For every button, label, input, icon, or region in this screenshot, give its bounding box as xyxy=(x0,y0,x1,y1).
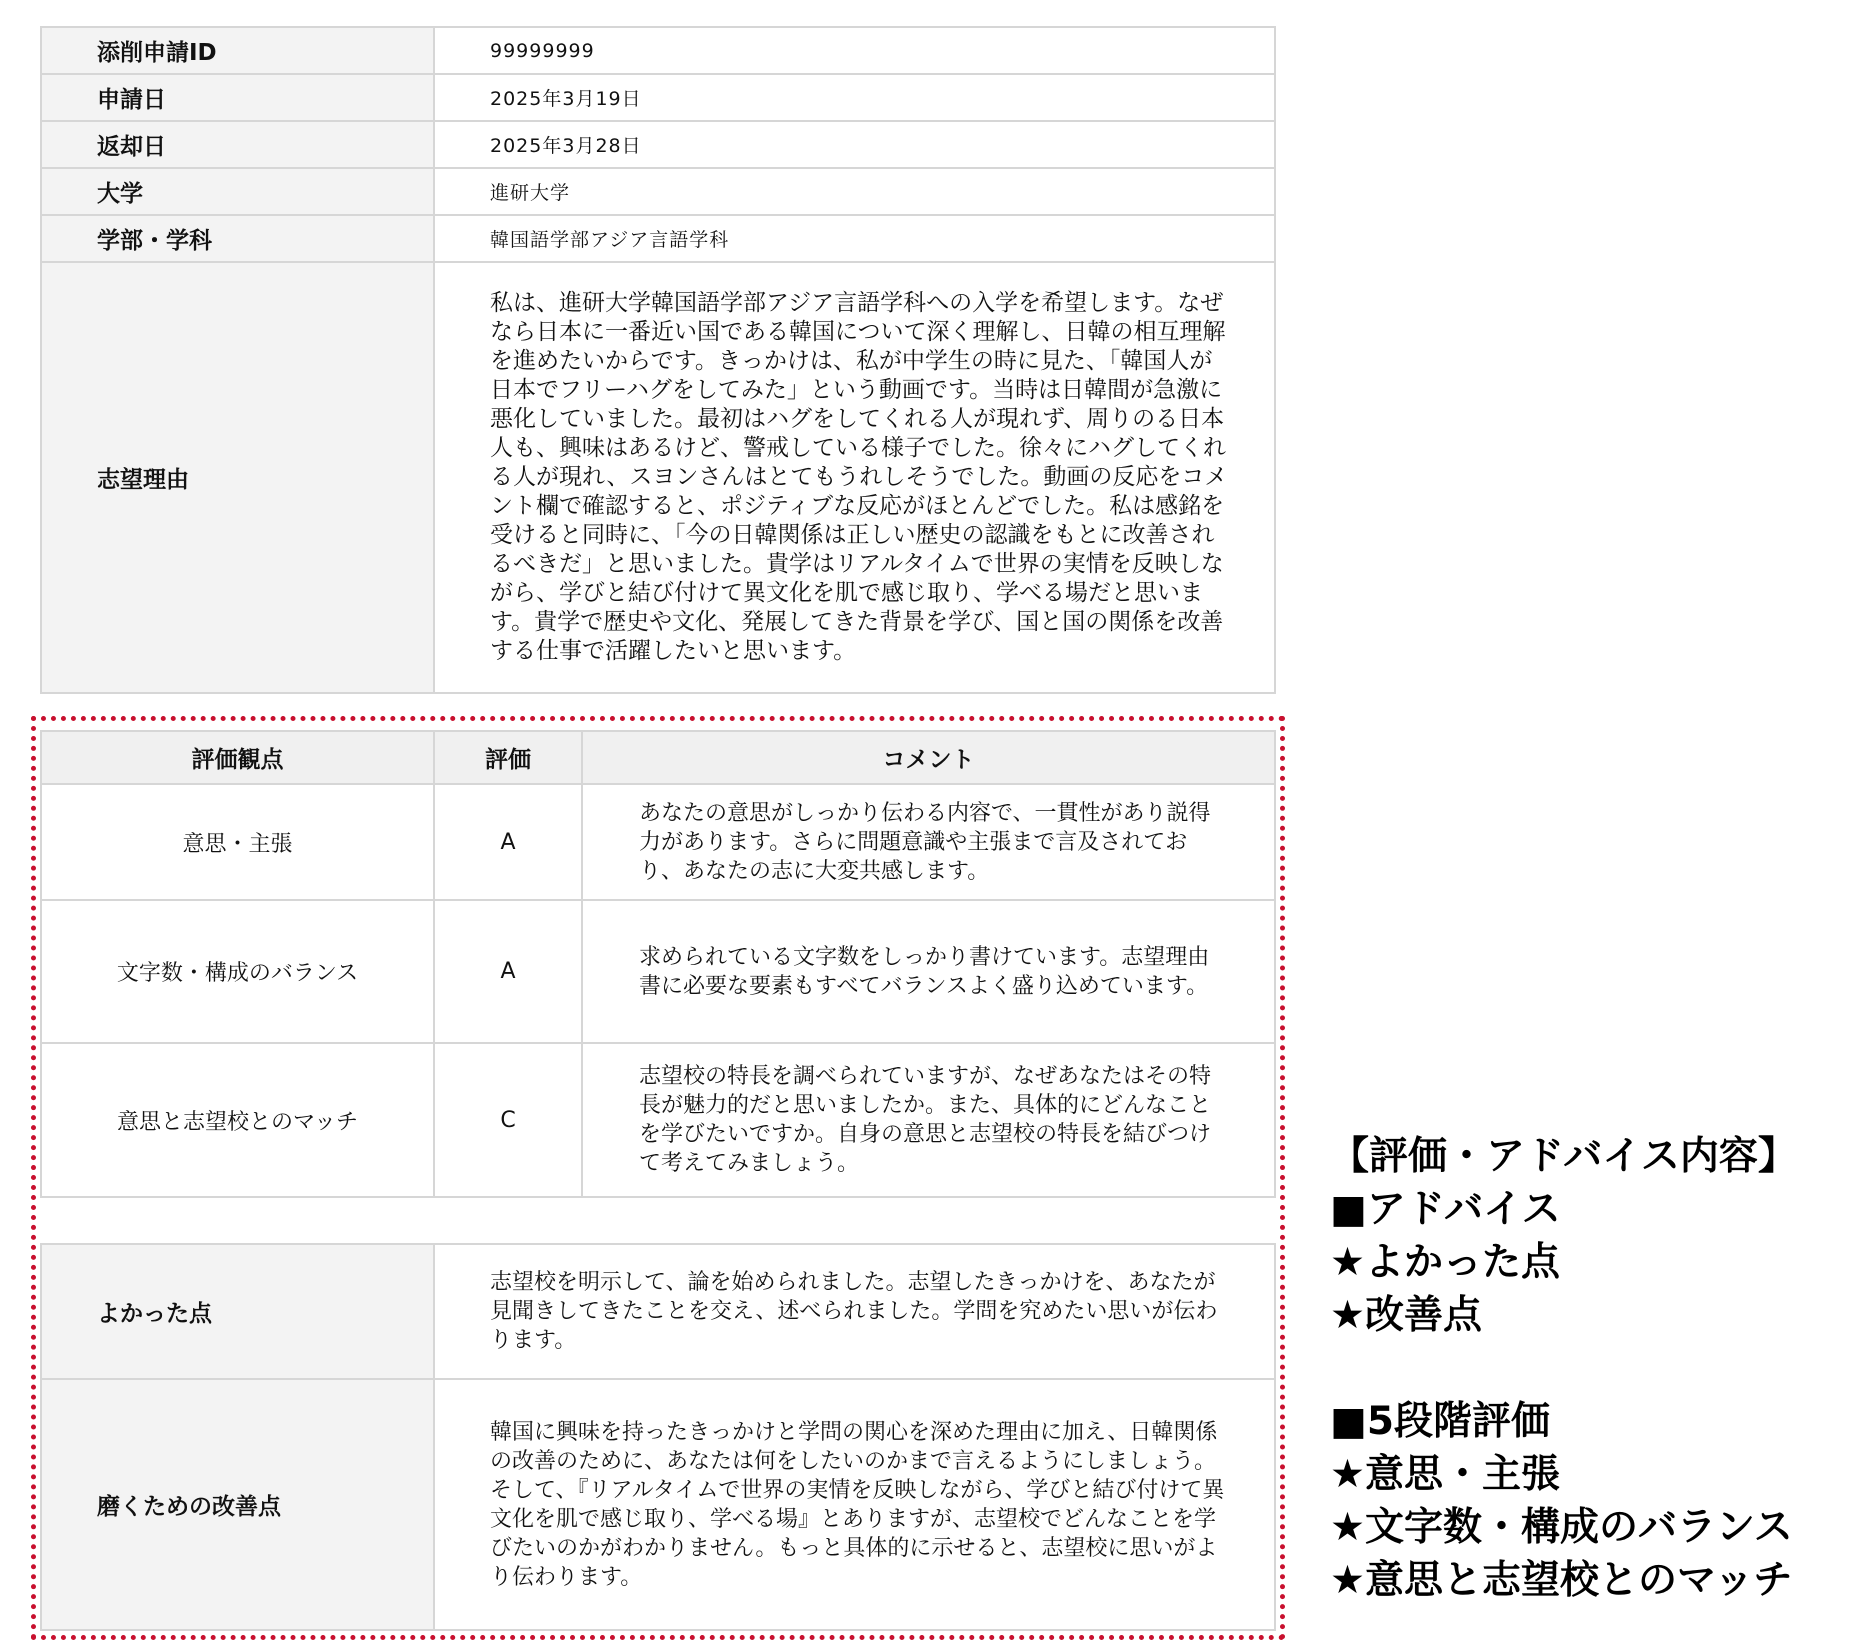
feedback-table xyxy=(40,1243,1276,1631)
info-row-return-date xyxy=(41,121,1275,168)
annotation-grade-heading: ■5段階評価 xyxy=(1330,1399,1550,1444)
annotation-advice-heading: ■アドバイス xyxy=(1330,1187,1561,1232)
table-row xyxy=(41,784,1275,900)
info-value-id: 99999999 xyxy=(434,27,1275,74)
eval-grade: A xyxy=(434,784,582,900)
eval-grade: A xyxy=(434,900,582,1043)
eval-aspect: 文字数・構成のバランス xyxy=(41,900,434,1043)
feedback-text-improve: 韓国に興味を持ったきっかけと学問の関心を深めた理由に加え、日韓関係の改善のために、あなたは何をしたいのかまで言えるようにしましょう。そして、『リアルタイムで世界の実情を反映しながら、学びと結び付けて異文化を肌で感じ取り、学べる場』とありますが、志望校でどんなことを学びたいのかがわかりません。もっと具体的に示せると、志望校に思いがより伝わります。 xyxy=(434,1379,1275,1630)
info-label-apply-date: 申請日 xyxy=(41,74,434,121)
info-label-return-date: 返却日 xyxy=(41,121,434,168)
eval-comment: 求められている文字数をしっかり書けています。志望理由書に必要な要素もすべてバランスよく盛り込めています。 xyxy=(582,900,1275,1043)
table-row xyxy=(41,900,1275,1043)
info-label-university: 大学 xyxy=(41,168,434,215)
evaluation-table xyxy=(40,730,1276,1198)
info-row-university xyxy=(41,168,1275,215)
feedback-text-good: 志望校を明示して、論を始められました。志望したきっかけを、あなたが見聞きしてきたことを交え、述べられました。学問を究めたい思いが伝わります。 xyxy=(434,1244,1275,1379)
info-row-reason xyxy=(41,262,1275,693)
annotation-improve-point: ★改善点 xyxy=(1330,1293,1482,1338)
feedback-label-improve: 磨くための改善点 xyxy=(41,1379,434,1630)
eval-aspect: 意思・主張 xyxy=(41,784,434,900)
info-value-apply-date: 2025年3月19日 xyxy=(434,74,1275,121)
feedback-row-good xyxy=(41,1244,1275,1379)
annotation-aspect-2: ★文字数・構成のバランス xyxy=(1330,1505,1793,1550)
eval-aspect: 意思と志望校とのマッチ xyxy=(41,1043,434,1197)
eval-comment: 志望校の特長を調べられていますが、なぜあなたはその特長が魅力的だと思いましたか。また、具体的にどんなことを学びたいですか。自身の意思と志望校の特長を結びつけて考えてみましょう。 xyxy=(582,1043,1275,1197)
annotation-aspect-1: ★意思・主張 xyxy=(1330,1452,1560,1497)
annotation-aspect-3: ★意思と志望校とのマッチ xyxy=(1330,1558,1793,1603)
evaluation-header-row xyxy=(41,731,1275,784)
eval-header-grade: 評価 xyxy=(434,731,582,784)
info-label-faculty: 学部・学科 xyxy=(41,215,434,262)
application-info-table xyxy=(40,26,1276,694)
eval-header-aspect: 評価観点 xyxy=(41,731,434,784)
feedback-label-good: よかった点 xyxy=(41,1244,434,1379)
info-label-reason: 志望理由 xyxy=(41,262,434,693)
table-row xyxy=(41,1043,1275,1197)
annotation-good-point: ★よかった点 xyxy=(1330,1240,1560,1285)
annotation-title: 【評価・アドバイス内容】 xyxy=(1330,1134,1797,1179)
info-row-id xyxy=(41,27,1275,74)
info-label-id: 添削申請ID xyxy=(41,27,434,74)
annotation-legend xyxy=(1330,1130,1860,1607)
eval-header-comment: コメント xyxy=(582,731,1275,784)
info-value-university: 進研大学 xyxy=(434,168,1275,215)
annotation-spacer xyxy=(1330,1342,1860,1395)
eval-comment: あなたの意思がしっかり伝わる内容で、一貫性があり説得力があります。さらに問題意識や主張まで言及されており、あなたの志に大変共感します。 xyxy=(582,784,1275,900)
info-value-reason: 私は、進研大学韓国語学部アジア言語学科への入学を希望します。なぜなら日本に一番近い国である韓国について深く理解し、日韓の相互理解を進めたいからです。きっかけは、私が中学生の時に見た、「韓国人が日本でフリーハグをしてみた」という動画です。当時は日韓間が急激に悪化していました。最初はハグをしてくれる人が現れず、周りのる日本人も、興味はあるけど、警戒している様子でした。徐々にハグしてくれる人が現れ、スヨンさんはとてもうれしそうでした。動画の反応をコメント欄で確認すると、ポジティブな反応がほとんどでした。私は感銘を受けると同時に、「今の日韓関係は正しい歴史の認識をもとに改善されるべきだ」と思いました。貴学はリアルタイムで世界の実情を反映しながら、学びと結び付けて異文化を肌で感じ取り、学べる場だと思います。貴学で歴史や文化、発展してきた背景を学び、国と国の関係を改善する仕事で活躍したいと思います。 xyxy=(434,262,1275,693)
info-value-faculty: 韓国語学部アジア言語学科 xyxy=(434,215,1275,262)
eval-grade: C xyxy=(434,1043,582,1197)
info-row-faculty xyxy=(41,215,1275,262)
feedback-row-improve xyxy=(41,1379,1275,1630)
info-value-return-date: 2025年3月28日 xyxy=(434,121,1275,168)
info-row-apply-date xyxy=(41,74,1275,121)
